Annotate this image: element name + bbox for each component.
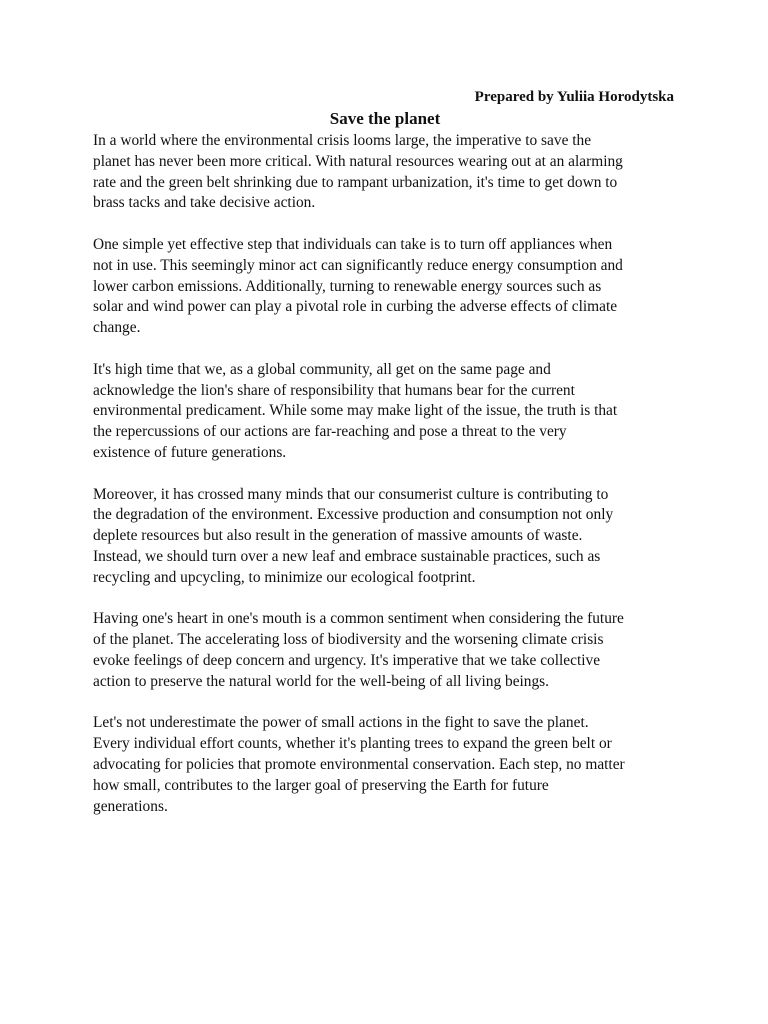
text-line: planet has never been more critical. With natural resources wearing out at an alarming xyxy=(93,152,623,170)
text-line: solar and wind power can play a pivotal role in curbing the adverse effects of climate xyxy=(93,298,618,316)
text-line: generations. xyxy=(93,797,168,815)
author-byline: Prepared by Yuliia Horodytska xyxy=(474,89,674,105)
text-line: how small, contributes to the larger goal of preserving the Earth for future xyxy=(93,776,549,794)
text-line: deplete resources but also result in the generation of massive amounts of waste. xyxy=(93,527,583,545)
text-line: the degradation of the environment. Excessive production and consumption not only xyxy=(93,506,614,524)
text-line: brass tacks and take decisive action. xyxy=(93,194,316,212)
text-line: Having one's heart in one's mouth is a common sentiment when considering the future xyxy=(93,610,624,628)
document-title: Save the planet xyxy=(329,109,441,128)
text-line: Let's not underestimate the power of small actions in the fight to save the planet. xyxy=(93,714,589,732)
text-line: Moreover, it has crossed many minds that our consumerist culture is contributing to xyxy=(93,485,609,503)
text-line: change. xyxy=(93,319,141,337)
text-line: rate and the green belt shrinking due to rampant urbanization, it's time to get down to xyxy=(93,173,618,191)
paragraph xyxy=(93,131,681,214)
text-line: acknowledge the lion's share of responsibility that humans bear for the current xyxy=(93,381,575,399)
text-line: It's high time that we, as a global community, all get on the same page and xyxy=(93,360,551,378)
paragraph xyxy=(93,609,681,692)
text-line: action to preserve the natural world for the well-being of all living beings. xyxy=(93,672,550,690)
text-line: the repercussions of our actions are far-reaching and pose a threat to the very xyxy=(93,423,567,441)
text-line: evoke feelings of deep concern and urgency. It's imperative that we take collective xyxy=(93,651,601,669)
text-line: not in use. This seemingly minor act can significantly reduce energy consumption and xyxy=(93,256,623,274)
paragraph xyxy=(93,485,681,589)
text-line: Every individual effort counts, whether it's planting trees to expand the green belt or xyxy=(93,735,612,753)
text-line: of the planet. The accelerating loss of biodiversity and the worsening climate crisis xyxy=(93,631,604,649)
text-line: recycling and upcycling, to minimize our ecological footprint. xyxy=(93,568,476,586)
document-body xyxy=(93,131,681,838)
paragraph xyxy=(93,235,681,339)
text-line: lower carbon emissions. Additionally, turning to renewable energy sources such as xyxy=(93,277,602,295)
paragraph xyxy=(93,713,681,817)
text-line: environmental predicament. While some may make light of the issue, the truth is that xyxy=(93,402,618,420)
text-line: In a world where the environmental crisis looms large, the imperative to save the xyxy=(93,132,592,149)
text-line: existence of future generations. xyxy=(93,443,287,461)
text-line: One simple yet effective step that individuals can take is to turn off appliances when xyxy=(93,235,613,253)
text-line: Instead, we should turn over a new leaf and embrace sustainable practices, such as xyxy=(93,547,601,565)
paragraph xyxy=(93,360,681,464)
text-line: advocating for policies that promote environmental conservation. Each step, no matter xyxy=(93,755,625,773)
